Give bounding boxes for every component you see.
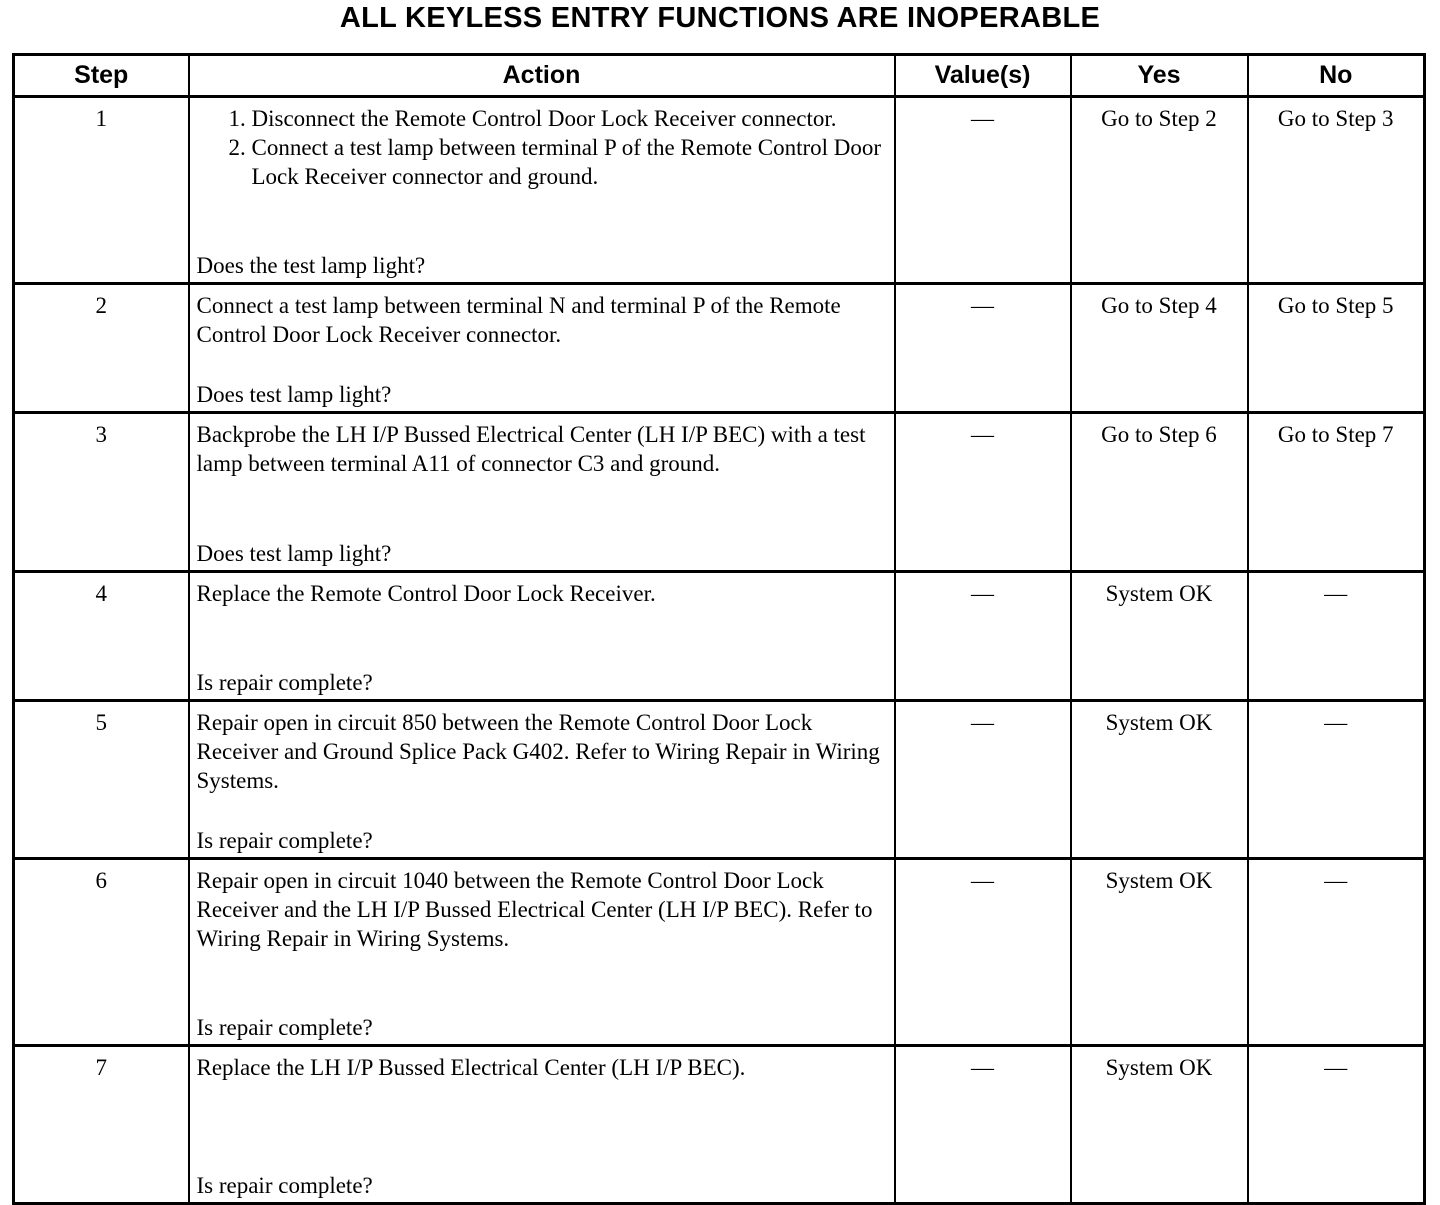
action-text: Replace the Remote Control Door Lock Receiver. [196,581,656,606]
action-cell [189,1046,895,1204]
step-number: 3 [14,413,189,572]
action-list-item: 2. Connect a test lamp between terminal P of the Remote Control Door Lock Receiver connector and ground. [252,133,884,191]
page-title: ALL KEYLESS ENTRY FUNCTIONS ARE INOPERABLE [339,2,1101,34]
yes-cell: Go to Step 6 [1071,413,1248,572]
no-cell: Go to Step 3 [1248,97,1425,284]
step-number: 4 [14,572,189,701]
action-question: Is repair complete? [196,828,373,853]
table-row [14,572,1425,701]
table-row [14,701,1425,859]
yes-cell: System OK [1071,572,1248,701]
step-number: 5 [14,701,189,859]
value-cell: — [895,97,1071,284]
no-cell: — [1248,1046,1425,1204]
action-question: Is repair complete? [196,670,373,695]
no-cell: — [1248,701,1425,859]
action-cell [189,701,895,859]
value-cell: — [895,701,1071,859]
action-cell [189,284,895,413]
action-cell [189,413,895,572]
diagnostic-table [12,53,1426,1205]
yes-cell: System OK [1071,701,1248,859]
action-text: Connect a test lamp between terminal N and terminal P of the Remote Control Door Lock Receiver connector. [196,293,841,347]
table-row [14,1046,1425,1204]
header-step: Step [14,55,189,97]
action-question: Does test lamp light? [196,541,392,566]
action-list [197,104,884,191]
value-cell: — [895,859,1071,1046]
header-no: No [1248,55,1425,97]
value-cell: — [895,1046,1071,1204]
action-list-item: 1. Disconnect the Remote Control Door Lock Receiver connector. [252,104,884,133]
action-text: Repair open in circuit 850 between the Remote Control Door Lock Receiver and Ground Splice Pack G402. Refer to Wiring Repair in Wiring Systems. [196,710,880,793]
table-row [14,284,1425,413]
header-action: Action [189,55,895,97]
yes-cell: Go to Step 2 [1071,97,1248,284]
action-cell [189,859,895,1046]
step-number: 7 [14,1046,189,1204]
action-cell [189,572,895,701]
action-cell [189,97,895,284]
step-number: 1 [14,97,189,284]
no-cell: Go to Step 7 [1248,413,1425,572]
table-row [14,97,1425,284]
no-cell: — [1248,859,1425,1046]
step-number: 2 [14,284,189,413]
step-number: 6 [14,859,189,1046]
action-question: Is repair complete? [196,1015,373,1040]
action-text: Repair open in circuit 1040 between the Remote Control Door Lock Receiver and the LH I/P Bussed Electrical Center (LH I/P BEC). Refer to Wiring Repair in Wiring Systems. [196,868,873,951]
value-cell: — [895,572,1071,701]
header-yes: Yes [1071,55,1248,97]
yes-cell: System OK [1071,859,1248,1046]
action-text: Backprobe the LH I/P Bussed Electrical Center (LH I/P BEC) with a test lamp between terminal A11 of connector C3 and ground. [196,422,866,476]
header-row [14,55,1425,97]
value-cell: — [895,413,1071,572]
action-text: Replace the LH I/P Bussed Electrical Center (LH I/P BEC). [196,1055,746,1080]
table-row [14,859,1425,1046]
action-question: Does the test lamp light? [196,253,426,278]
no-cell: — [1248,572,1425,701]
yes-cell: System OK [1071,1046,1248,1204]
table-row [14,413,1425,572]
action-question: Does test lamp light? [196,382,392,407]
header-values: Value(s) [895,55,1071,97]
value-cell: — [895,284,1071,413]
yes-cell: Go to Step 4 [1071,284,1248,413]
action-question: Is repair complete? [196,1173,373,1198]
no-cell: Go to Step 5 [1248,284,1425,413]
